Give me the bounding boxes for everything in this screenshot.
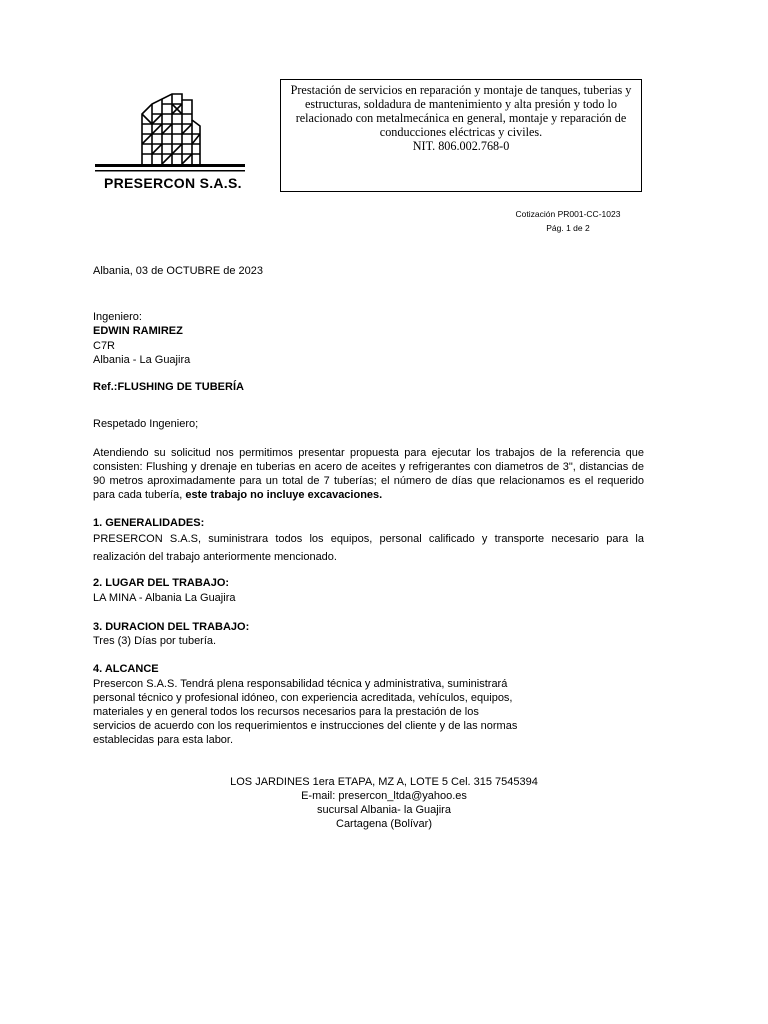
intro-paragraph [93, 446, 644, 502]
date-line: Albania, 03 de OCTUBRE de 2023 [93, 265, 263, 277]
section-body-line: Presercon S.A.S. Tendrá plena responsabilidad técnica y administrativa, suministrará [93, 678, 508, 690]
services-box [280, 79, 642, 192]
company-name: PRESERCON S.A.S. [104, 175, 242, 191]
section-body-line: establecidas para esta labor. [93, 734, 234, 746]
quote-number: Cotización PR001-CC-1023 [515, 209, 621, 219]
page-number: Pág. 1 de 2 [546, 223, 590, 233]
section-title: 4. ALCANCE [93, 663, 159, 675]
section-body-line: servicios de acuerdo con los requerimientos e instrucciones del cliente y de las normas [93, 720, 518, 732]
recipient-company: C7R [93, 340, 116, 352]
footer-address: LOS JARDINES 1era ETAPA, MZ A, LOTE 5 Cel. 315 7545394 [230, 776, 538, 788]
services-description: Prestación de servicios en reparación y montaje de tanques, tuberias y estructuras, soldadura de mantenimiento y alta presión y todo lo relacionado con metalmecánica en general, montaje y reparación de conducciones eléctricas y civiles. [290, 83, 632, 139]
section-title: 3. DURACION DEL TRABAJO: [93, 621, 250, 633]
recipient-name: EDWIN RAMIREZ [93, 325, 183, 337]
section-body: Tres (3) Días por tubería. [93, 635, 217, 647]
intro-bold-note: este trabajo no incluye excavaciones. [185, 489, 383, 501]
intro-text: Atendiendo su solicitud nos permitimos presentar propuesta para ejecutar los trabajos de la referencia que consisten: Flushing y drenaje en tuberias en acero de aceites y refrigerantes con diametros de 3", distancias de 90 metros aproximadamente para un total de 7 tuberías; el número de días que relacionamos es el requerido para cada tubería, [93, 447, 644, 501]
section-body: LA MINA - Albania La Guajira [93, 592, 236, 604]
section-body: PRESERCON S.A.S, suministrara todos los equipos, personal calificado y transporte necesario para la realización del trabajo anteriormente mencionado. [93, 533, 644, 563]
footer-branch: sucursal Albania- la Guajira [317, 804, 451, 816]
section-title: 2. LUGAR DEL TRABAJO: [93, 577, 230, 589]
section-body-line: personal técnico y profesional idóneo, con experiencia acreditada, vehículos, equipos, [93, 692, 513, 704]
recipient-location: Albania - La Guajira [93, 354, 191, 366]
footer-email: E-mail: presercon_ltda@yahoo.es [301, 790, 467, 802]
footer-city: Cartagena (Bolívar) [336, 818, 432, 830]
recipient-title: Ingeniero: [93, 311, 142, 323]
salutation: Respetado Ingeniero; [93, 418, 199, 430]
company-logo [92, 86, 252, 176]
reference-line: Ref.:FLUSHING DE TUBERÍA [93, 381, 244, 393]
section-body-line: materiales y en general todos los recursos necesarios para la prestación de los [93, 706, 479, 718]
section-title: 1. GENERALIDADES: [93, 517, 205, 529]
nit-number: NIT. 806.002.768-0 [412, 139, 510, 153]
